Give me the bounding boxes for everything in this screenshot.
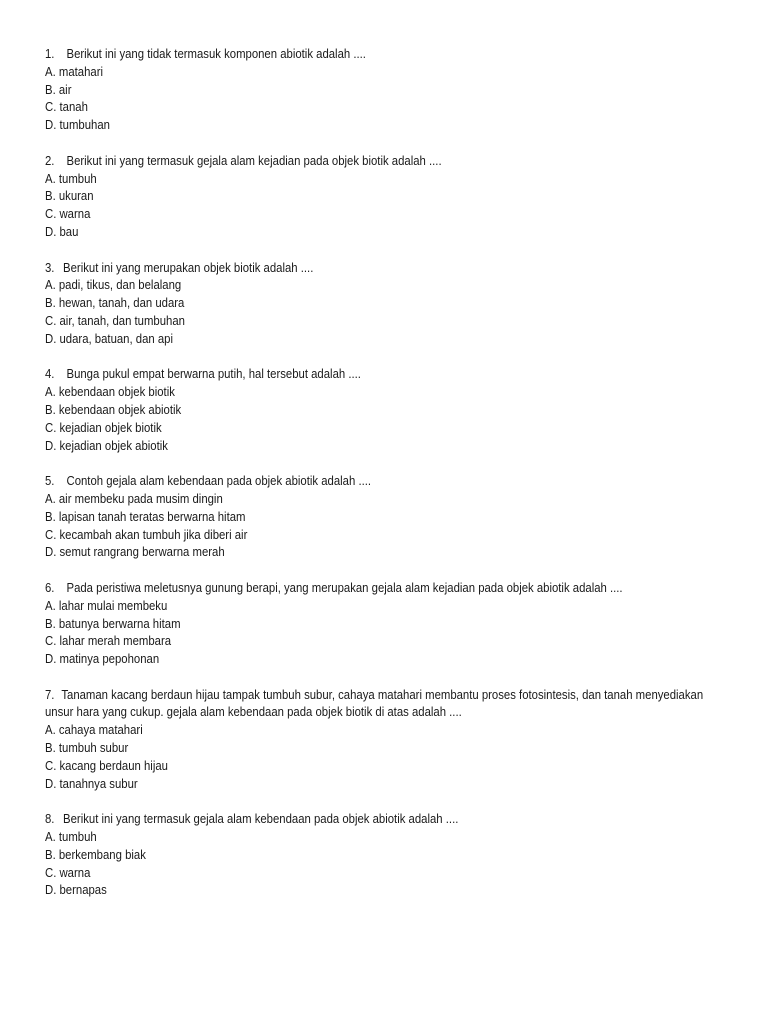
option-a: A. kebendaan objek biotik [45, 384, 175, 400]
question-stem [45, 45, 724, 63]
question-text: Berikut ini yang termasuk gejala alam kebendaan pada objek abiotik adalah .... [63, 811, 459, 827]
option-c: C. kecambah akan tumbuh jika diberi air [45, 526, 248, 542]
option-a: A. tumbuh [45, 829, 97, 845]
option-d: D. matinya pepohonan [45, 651, 160, 667]
option-d: D. udara, batuan, dan api [45, 330, 174, 346]
option-a: A. lahar mulai membeku [45, 597, 168, 613]
question-7 [45, 686, 724, 793]
question-stem [45, 365, 724, 383]
option-a: A. cahaya matahari [45, 722, 143, 738]
question-stem [45, 686, 724, 722]
question-number: 5. [45, 473, 55, 489]
option-c: C. kacang berdaun hijau [45, 757, 168, 773]
option-d: D. tumbuhan [45, 117, 110, 133]
question-number: 3. [45, 259, 55, 275]
question-stem [45, 810, 724, 828]
option-d: D. bau [45, 223, 79, 239]
option-a: A. tumbuh [45, 170, 97, 186]
option-a: A. air membeku pada musim dingin [45, 490, 223, 506]
question-text: Contoh gejala alam kebendaan pada objek abiotik adalah .... [66, 473, 372, 489]
question-number: 1. [45, 46, 55, 61]
option-a: A. matahari [45, 63, 103, 79]
question-6 [45, 579, 724, 668]
question-number: 6. [45, 579, 55, 595]
option-b: B. air [45, 81, 72, 97]
question-stem [45, 259, 724, 277]
question-stem [45, 579, 724, 597]
question-5 [45, 472, 724, 561]
question-1 [45, 45, 724, 134]
question-4 [45, 365, 724, 454]
question-stem [45, 152, 724, 170]
question-2 [45, 152, 724, 241]
option-d: D. bernapas [45, 882, 107, 898]
option-b: B. lapisan tanah teratas berwarna hitam [45, 508, 246, 524]
question-3 [45, 259, 724, 348]
question-number: 8. [45, 811, 55, 827]
option-d: D. kejadian objek abiotik [45, 437, 168, 453]
question-number: 2. [45, 152, 55, 168]
option-a: A. padi, tikus, dan belalang [45, 277, 182, 293]
option-d: D. semut rangrang berwarna merah [45, 544, 225, 560]
option-b: B. berkembang biak [45, 846, 146, 862]
question-text: Pada peristiwa meletusnya gunung berapi, yang merupakan gejala alam kejadian pada objek abiotik adalah .... [66, 579, 623, 595]
option-b: B. kebendaan objek abiotik [45, 401, 182, 417]
question-number: 7. [45, 686, 55, 702]
option-d: D. tanahnya subur [45, 775, 138, 791]
option-c: C. tanah [45, 99, 88, 115]
option-c: C. lahar merah membara [45, 633, 172, 649]
question-text: Berikut ini yang merupakan objek biotik adalah .... [63, 259, 314, 275]
question-8 [45, 810, 724, 899]
option-c: C. air, tanah, dan tumbuhan [45, 312, 185, 328]
question-text: Bunga pukul empat berwarna putih, hal tersebut adalah .... [66, 366, 361, 382]
question-number: 4. [45, 366, 55, 382]
option-b: B. batunya berwarna hitam [45, 615, 181, 631]
option-c: C. kejadian objek biotik [45, 419, 162, 435]
option-c: C. warna [45, 206, 91, 222]
quiz-document [45, 45, 724, 917]
option-b: B. hewan, tanah, dan udara [45, 295, 185, 311]
question-text: Tanaman kacang berdaun hijau tampak tumbuh subur, cahaya matahari membantu proses fotosintesis, dan tanah menyediakan unsur hara yang cukup. gejala alam kebendaan pada objek biotik di atas adalah .... [45, 686, 704, 720]
question-stem [45, 472, 724, 490]
option-b: B. ukuran [45, 188, 94, 204]
question-text: Berikut ini yang tidak termasuk komponen abiotik adalah .... [66, 46, 366, 61]
option-c: C. warna [45, 864, 91, 880]
question-text: Berikut ini yang termasuk gejala alam kejadian pada objek biotik adalah .... [66, 152, 442, 168]
option-b: B. tumbuh subur [45, 740, 129, 756]
